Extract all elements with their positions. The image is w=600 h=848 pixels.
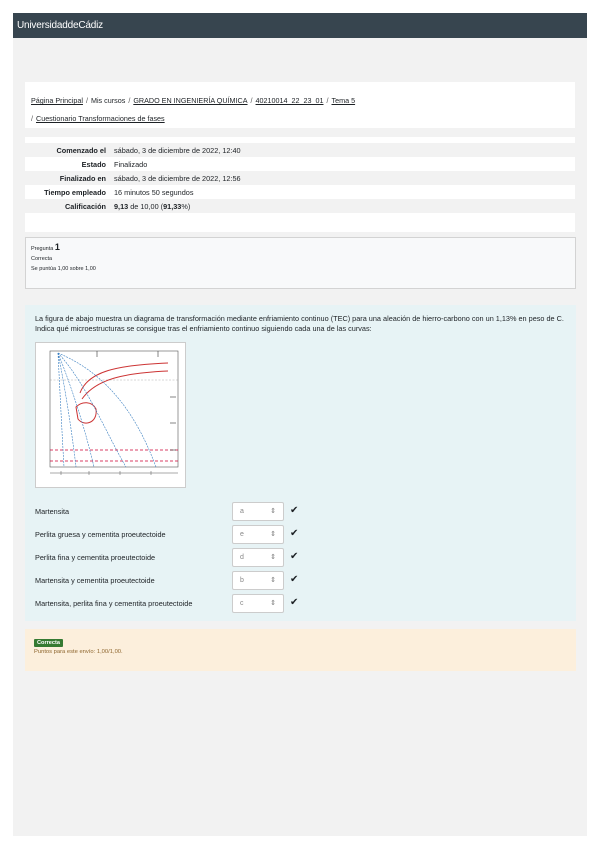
question-state: Correcta — [31, 256, 53, 262]
summary-label: Finalizado en — [59, 174, 106, 183]
answer-select-value: c — [240, 600, 244, 607]
answer-select[interactable] — [232, 502, 284, 521]
summary-value: sábado, 3 de diciembre de 2022, 12:40 — [114, 146, 241, 155]
match-row — [35, 594, 315, 614]
breadcrumb-separator: / — [31, 114, 33, 123]
summary-value: 16 minutos 50 segundos — [114, 188, 194, 197]
match-label: Perlita fina y cementita proeutectoide — [35, 553, 156, 562]
match-row — [35, 502, 315, 522]
points-text: Puntos para este envío: 1,00/1,00. — [34, 649, 123, 655]
correct-badge: Correcta — [34, 639, 63, 647]
summary-row — [25, 199, 575, 213]
breadcrumb-separator: / — [128, 96, 131, 105]
summary-value: sábado, 3 de diciembre de 2022, 12:56 — [114, 174, 241, 183]
updown-arrow-icon: ⇕ — [270, 577, 276, 584]
answer-select-value: b — [240, 577, 244, 584]
breadcrumb-course[interactable]: 40210014_22_23_01 — [255, 96, 324, 105]
summary-row — [25, 143, 575, 157]
tec-diagram-image — [35, 342, 186, 488]
match-label: Martensita, perlita fina y cementita proeutectoide — [35, 599, 193, 608]
match-row — [35, 525, 315, 545]
updown-arrow-icon: ⇕ — [270, 508, 276, 515]
answer-select[interactable] — [232, 594, 284, 613]
breadcrumb — [25, 82, 575, 128]
match-row — [35, 571, 315, 591]
updown-arrow-icon: ⇕ — [270, 600, 276, 607]
breadcrumb-separator: / — [326, 96, 329, 105]
answer-select-value: a — [240, 508, 244, 515]
attempt-summary — [25, 137, 575, 232]
answer-select-value: d — [240, 554, 244, 561]
check-icon: ✔ — [290, 528, 299, 539]
top-navbar — [13, 13, 587, 38]
summary-label: Comenzado el — [56, 146, 106, 155]
summary-row — [25, 157, 575, 171]
question-outcome — [25, 629, 576, 671]
summary-label: Calificación — [65, 202, 106, 211]
question-number: 1 — [54, 242, 60, 252]
question-text: La figura de abajo muestra un diagrama de transformación mediante enfriamiento continuo (TEC) para una aleación de hierro-carbono con un 1,13% en peso de C. Indica qué microestructuras se consigue tras el enfriamiento continuo siguiendo cada una de las curvas: — [35, 314, 564, 333]
answer-select[interactable] — [232, 548, 284, 567]
attempt-summary-table — [25, 143, 575, 213]
summary-label: Estado — [81, 160, 106, 169]
breadcrumb-degree[interactable]: GRADO EN INGENIERÍA QUÍMICA — [133, 96, 248, 105]
updown-arrow-icon: ⇕ — [270, 531, 276, 538]
university-logo[interactable]: UniversidaddeCádiz — [17, 20, 103, 31]
breadcrumb-home[interactable]: Página Principal — [31, 96, 83, 105]
question-prefix: Pregunta — [31, 246, 54, 252]
summary-label: Tiempo empleado — [44, 188, 106, 197]
breadcrumb-quiz[interactable]: Cuestionario Transformaciones de fases — [36, 114, 165, 123]
breadcrumb-my-courses: Mis cursos — [90, 96, 126, 105]
check-icon: ✔ — [290, 551, 299, 562]
tec-diagram-svg — [36, 343, 187, 489]
check-icon: ✔ — [290, 505, 299, 516]
match-label: Martensita — [35, 507, 70, 516]
summary-value: Finalizado — [114, 160, 148, 169]
breadcrumb-separator: / — [250, 96, 253, 105]
check-icon: ✔ — [290, 597, 299, 608]
match-label: Perlita gruesa y cementita proeutectoide — [35, 530, 166, 539]
answer-select[interactable] — [232, 571, 284, 590]
question-marks: Se puntúa 1,00 sobre 1,00 — [31, 266, 96, 272]
answer-select[interactable] — [232, 525, 284, 544]
updown-arrow-icon: ⇕ — [270, 554, 276, 561]
question-content — [25, 305, 576, 621]
match-label: Martensita y cementita proeutectoide — [35, 576, 155, 585]
check-icon: ✔ — [290, 574, 299, 585]
match-row — [35, 548, 315, 568]
summary-row — [25, 185, 575, 199]
summary-row — [25, 171, 575, 185]
grade-value: 9,13 de 10,00 (91,33%) — [114, 202, 191, 211]
breadcrumb-separator: / — [85, 96, 88, 105]
question-info — [25, 237, 576, 289]
answer-select-value: e — [240, 531, 244, 538]
breadcrumb-topic[interactable]: Tema 5 — [331, 96, 356, 105]
